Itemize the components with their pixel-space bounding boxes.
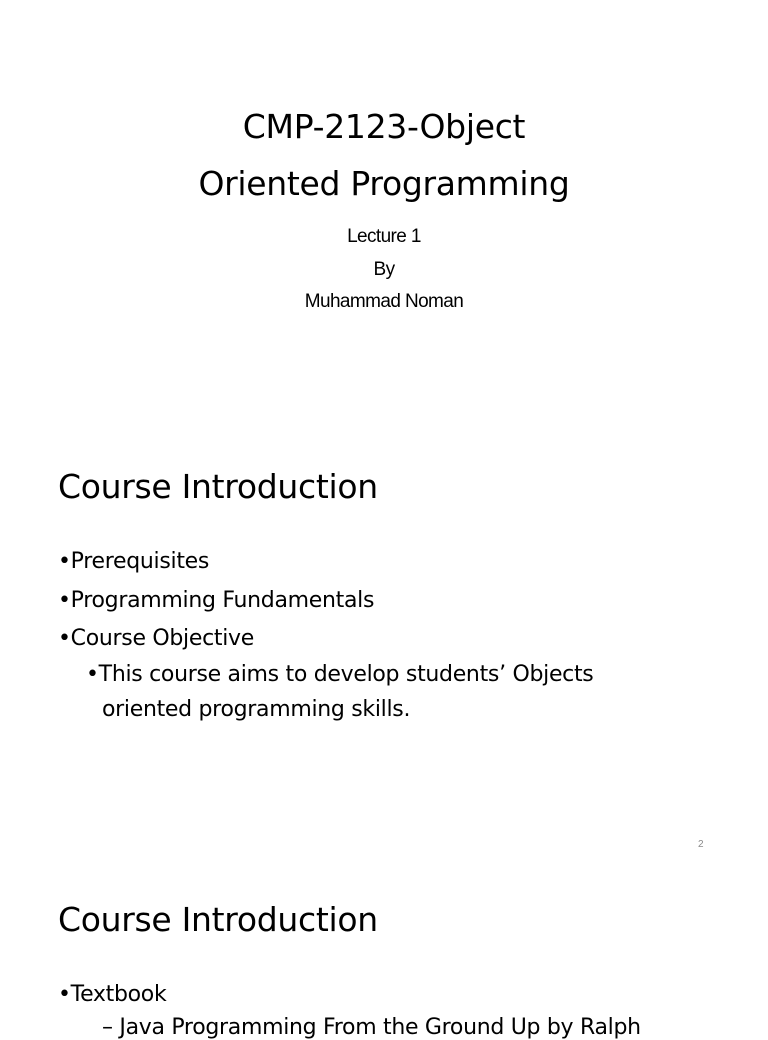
course-introduction-slide [0, 432, 768, 862]
author-name: Muhammad Noman [304, 291, 464, 312]
course-introduction-slide-2 [0, 870, 768, 1040]
sub-bullet-textbook-title: – Java Programming From the Ground Up by Ralph [102, 1015, 641, 1040]
by-label: By [373, 259, 395, 280]
slide-heading: Course Introduction [58, 900, 378, 939]
title-slide [0, 0, 768, 420]
bullet-textbook: •Textbook [58, 982, 167, 1007]
bullet-prerequisites: •Prerequisites [58, 549, 210, 574]
sub-bullet-objective: •This course aims to develop students’ Objects [86, 662, 594, 687]
slide-heading: Course Introduction [58, 467, 378, 506]
lecture-number: Lecture 1 [347, 226, 421, 247]
sub-bullet-objective-continued: oriented programming skills. [102, 697, 411, 722]
course-title-line-1: CMP-2123-Object [242, 107, 526, 146]
bullet-programming-fundamentals: •Programming Fundamentals [58, 588, 375, 613]
course-title-line-2: Oriented Programming [198, 164, 570, 203]
bullet-course-objective: •Course Objective [58, 626, 254, 651]
page-number: 2 [698, 839, 704, 850]
